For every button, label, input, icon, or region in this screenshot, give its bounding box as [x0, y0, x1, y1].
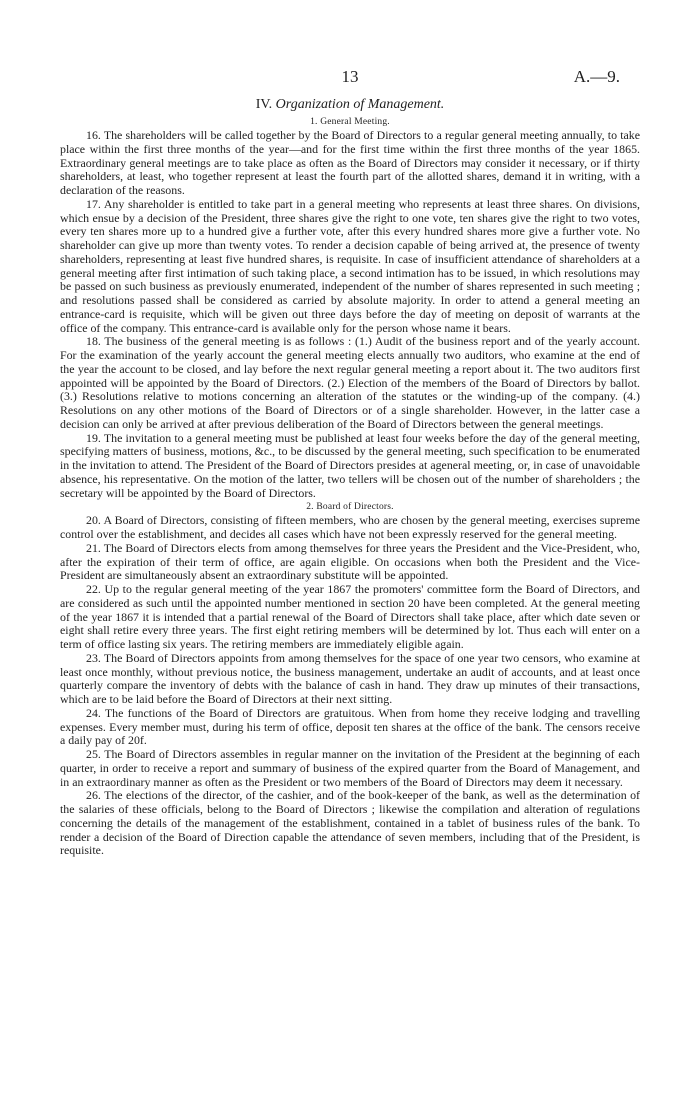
- paragraph-20: 20. A Board of Directors, consisting of fifteen members, who are chosen by the general meeting, exercises supreme control over the establishment, and decides all cases which have not been expressly reserved for the general meeting.: [60, 513, 640, 541]
- document-reference: A.—9.: [573, 67, 620, 86]
- paragraph-22: 22. Up to the regular general meeting of the year 1867 the promoters' committee form the Board of Directors, and are considered as such until the appointed number mentioned in section 20 have been completed. At the general meeting of the year 1867 it is intended that a partial renewal of the Board of Directors shall take place, after which date seven or eight shall retire every three years. The first eight retiring members will be determined by lot. Thus each will enter on a term of office lasting six years. The retiring members are immediately eligible again.: [60, 582, 640, 651]
- paragraph-21: 21. The Board of Directors elects from among themselves for three years the President and the Vice-President, who, after the expiration of their term of office, are again eligible. On occasions when both the President and the Vice-President are simultaneously absent an extraordinary substitute will be appointed.: [60, 540, 640, 583]
- subsection-heading-general-meeting: 1. General Meeting.: [310, 117, 390, 127]
- paragraph-26: 26. The elections of the director, of the cashier, and of the book-keeper of the bank, as well as the determination of the salaries of these officials, belong to the Board of Directors ; likewise the compilation and alteration of regulations concerning the details of the management of the establishment, contained in a tablet of business rules of the bank. To render a decision of the Board of Direction capable the attendance of seven members, including that of the President, is requisite.: [60, 788, 640, 858]
- section-title: [0, 98, 700, 112]
- subsection-heading-board-of-directors: 2. Board of Directors.: [306, 502, 394, 513]
- document-body: [60, 116, 640, 858]
- section-numeral: IV.: [255, 97, 273, 112]
- page-number: 13: [341, 67, 359, 86]
- paragraph-19: 19. The invitation to a general meeting must be published at least four weeks before the day of the general meeting, specifying matters of business, motions, &c., to be discussed by the general meeting, such specification to be enumerated in the invitation to attend. The President of the Board of Directors presides at ageneral meeting, or, in case of unavoidable absence, his representative. On the motion of the latter, two tellers will be chosen out of the number of shareholders ; the secretary will be appointed by the Board of Directors.: [60, 430, 640, 500]
- paragraph-25: 25. The Board of Directors assembles in regular manner on the invitation of the President at the beginning of each quarter, in order to receive a report and summary of business of the expired quarter from the Board of Management, and in an extraordinary manner as often as the President or two members of the Board of Directors may deem it necessary.: [60, 747, 640, 789]
- paragraph-16: 16. The shareholders will be called together by the Board of Directors to a regular general meeting annually, to take place within the first three months of the year—and for the first time within the first three months of the year 1865. Extraordinary general meetings are to take place as often as the Board of Directors may consider it necessary, or if thirty shareholders, at least, who together represent at least the fourth part of the allotted shares, demand it in writing, with a declaration of the reasons.: [60, 128, 640, 197]
- paragraph-23: 23. The Board of Directors appoints from among themselves for the space of one year two censors, who examine at least once monthly, without previous notice, the business management, undertake an audit of accounts, and at least once quarterly compare the inventory of debts with the balance of cash in hand. They draw up minutes of their transactions, which are to be laid before the Board of Directors at their next sitting.: [60, 650, 640, 706]
- section-title-text: Organization of Management.: [275, 97, 445, 112]
- paragraph-18: 18. The business of the general meeting is as follows : (1.) Audit of the business report and of the yearly account. For the examination of the yearly account the general meeting elects annually two auditors, who examine at the end of the year the account to be closed, and lay before the next regular general meeting a report about it. The two auditors first appointed will be appointed by the Board of Directors. (2.) Election of the members of the Board of Directors by ballot. (3.) Resolutions relative to motions concerning an alteration of the statutes or the winding-up of the company. (4.) Resolutions on any other motions of the Board of Directors or of a single shareholder. However, in the latter case a decision can only be arrived at after previous deliberation of the Board of Directors between the general meetings.: [60, 334, 640, 431]
- paragraph-24: 24. The functions of the Board of Directors are gratuitous. When from home they receive lodging and travelling expenses. Every member must, during his term of office, deposit ten shares at the office of the bank. The censors receive a daily pay of 20f.: [60, 705, 640, 748]
- paragraph-17: 17. Any shareholder is entitled to take part in a general meeting who represents at least three shares. On divisions, which ensue by a decision of the President, three shares give the right to one vote, ten shares give the right to two votes, every ten shares more up to a hundred give a further vote, after this every hundred shares more give a further vote. No shareholder can give up more than twenty votes. To render a decision capable of being arrived at, the presence of twenty shareholders, representing at least five hundred shares, is requisite. In case of insufficient attendance of shareholders at a general meeting after first intimation of such taking place, a second intimation has to be issued, in which resolutions may be passed on such business as previously enumerated, independent of the number of shares represented in such meeting ; and resolutions passed shall be considered as carried by absolute majority. In order to attend a general meeting an entrance-card is requisite, which will be given out three days before the day of meeting on deposit of warrants at the office of the company. This entrance-card is available only for the person whose name it bears.: [60, 196, 640, 335]
